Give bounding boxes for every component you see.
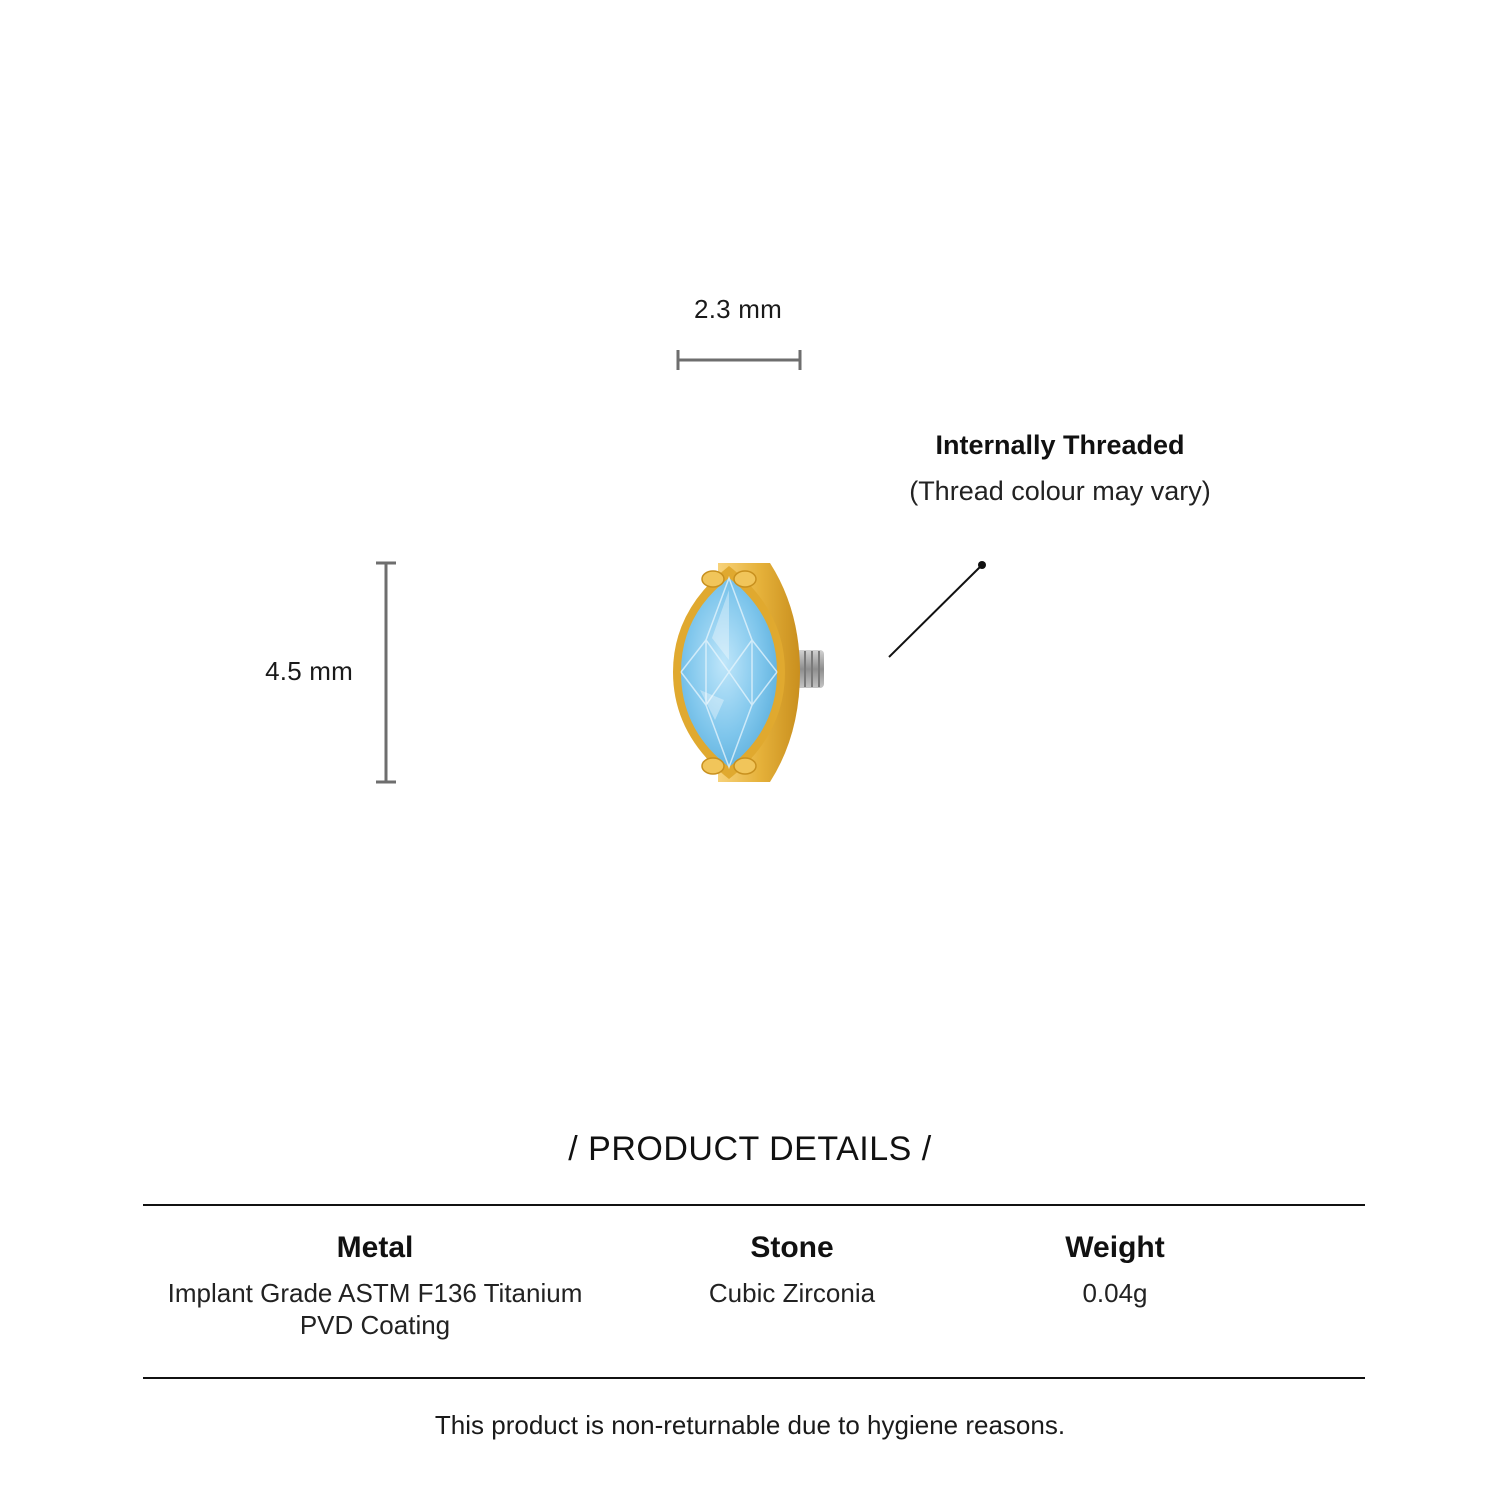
callout-subtitle: (Thread colour may vary): [909, 476, 1211, 506]
spec-value: Cubic Zirconia: [708, 1278, 876, 1308]
hygiene-notice: This product is non-returnable due to hygiene reasons.: [434, 1410, 1066, 1440]
height-dimension-label: 4.5 mm: [265, 656, 353, 686]
spec-metal: [125, 1230, 625, 1342]
spec-value: 0.04g: [1082, 1278, 1148, 1308]
width-dimension-line: [678, 350, 800, 370]
spec-title: Stone: [750, 1231, 834, 1264]
spec-stone: [592, 1230, 992, 1310]
spec-value: PVD Coating: [299, 1310, 451, 1340]
callout-title: Internally Threaded: [935, 430, 1185, 460]
product-details-heading: / PRODUCT DETAILS /: [568, 1130, 932, 1168]
marquise-stone-top: [673, 563, 824, 782]
spec-title: Metal: [336, 1231, 414, 1264]
divider-bottom: [143, 1377, 1365, 1379]
width-dimension-label: 2.3 mm: [694, 294, 782, 324]
thread-post: [796, 650, 824, 688]
divider-top: [143, 1204, 1365, 1206]
spec-title: Weight: [1065, 1231, 1165, 1264]
spec-value: Implant Grade ASTM F136 Titanium: [167, 1278, 583, 1308]
spec-weight: [965, 1230, 1265, 1310]
callout-leader-line: [889, 561, 986, 657]
